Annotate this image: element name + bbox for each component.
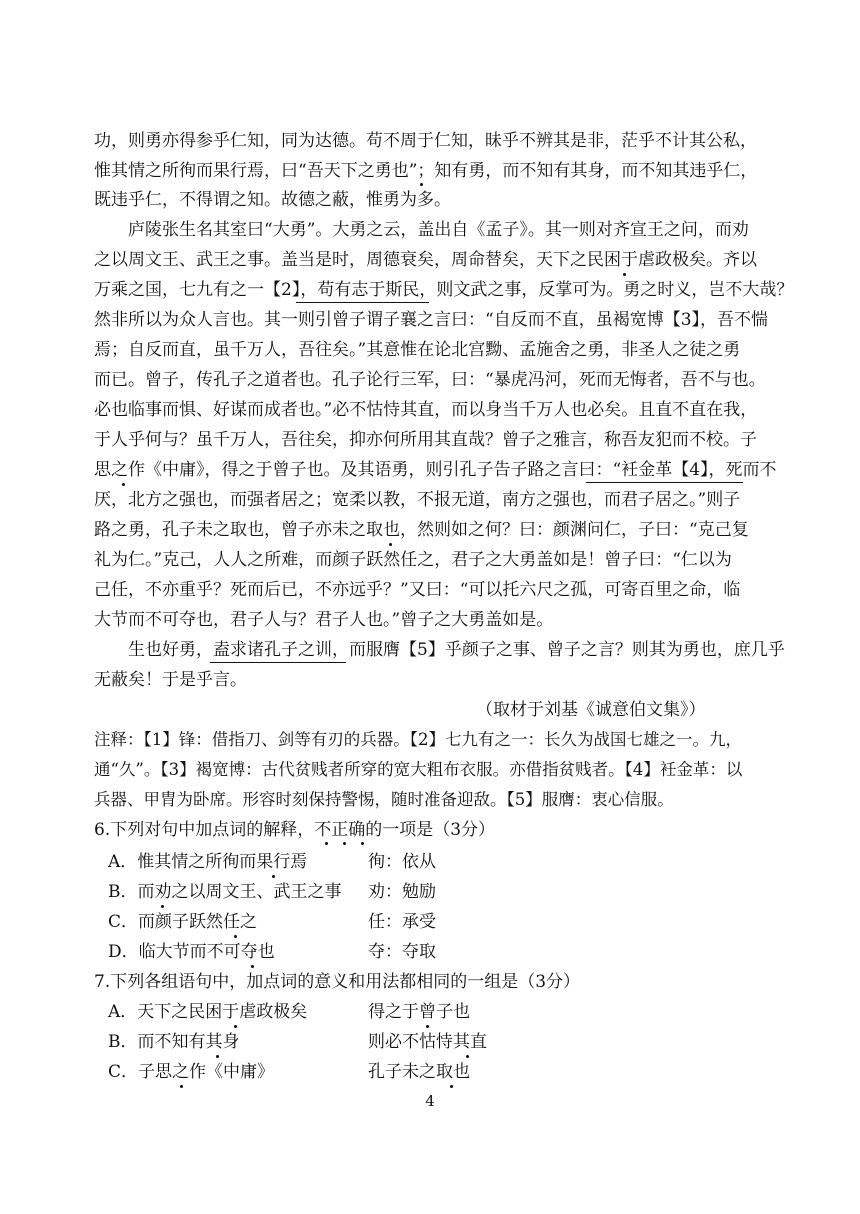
note-line: 通“久”。【3】褐宽博：古代贫贱者所穿的宽大粗布衣服。亦借指贫贱者。【4】衽金革：以 [94,760,743,779]
option-c-pair: 孔子未之取也 [368,1062,470,1082]
emphasis-dot [450,1085,453,1088]
passage-line: 惟其情之所徇而果行焉，曰“吾天下之勇也”；知有勇，而不知有其身，而不知其违乎仁， [94,161,758,181]
passage-line: 厌，北方之强也，而强者居之；宽柔以教，不报无道，南方之强也，而君子居之。”则子 [94,490,741,510]
passage-line: 路之勇，孔子未之取也，曾子亦未之取也，然则如之何？曰：颜渊问仁，子曰：“克己复 [94,520,749,540]
note-line: 兵器、甲胄为卧席。形容时刻保持警惕，随时准备迎敌。【5】服膺：衷心信服。 [94,790,674,809]
option-b-text: B．而劝之以周文王、武王之事 [108,882,342,902]
emphasis-dot [180,1085,183,1088]
page-number: 4 [425,1092,435,1110]
option-b-gloss: 劝：勉励 [368,882,436,902]
option-a-text: A．惟其情之所徇而果行焉 [108,852,308,872]
option-d-gloss: 夺：夺取 [368,942,436,962]
emphasis-dot [325,842,328,845]
passage-line: 大节而不可夺也，君子人与？君子人也。”曾子之大勇盖如是。 [94,610,554,630]
passage-source: （取材于刘基《诚意伯文集》） [476,700,706,720]
emphasis-dot [361,842,364,845]
emphasis-dot [122,483,125,486]
passage-line: 生也好勇，盍求诸孔子之训，而服膺【5】乎颜子之事、曾子之言？则其为勇也，庶几乎 [128,640,785,660]
passage-line: 己任，不亦重乎？死而后已，不亦远乎？”又曰：“可以托六尺之孤，可寄百里之命，临 [94,580,741,600]
passage-line: 而已。曾子，传孔子之道者也。孔子论行三军，曰：“暴虎冯河，死而无悔者，吾不与也。 [94,370,766,390]
passage-line: 礼为仁。”克己，人人之所难，而颜子跃然任之，君子之大勇盖如是！曾子曰：“仁以为 [94,550,732,570]
passage-line: 既违乎仁，不得谓之知。故德之蔽，惟勇为多。 [94,190,451,210]
emphasis-dot [623,273,626,276]
question-stem: 6.下列对句中加点词的解释，不正确的一项是（3分） [94,820,496,840]
passage-line: 然非所以为众人言也。其一则引曾子谓子襄之言曰：“自反而不直，虽褐宽博【3】，吾不惴 [94,310,769,330]
option-a-pair: 得之于曾子也 [368,1002,470,1022]
passage-line: 思之作《中庸》，得之于曾子也。及其语勇，则引孔子告子路之言曰：“衽金革【4】，死而不 [94,460,777,480]
emphasis-dot [420,183,423,186]
option-b-text: B．而不知有其身 [108,1032,240,1052]
underline-mark [296,302,429,303]
passage-line: 万乘之国，七九有之一【2】，苟有志于斯民，则文武之事，反掌可为。勇之时义，岂不大哉？ [94,280,794,300]
note-line: 注释：【1】锋：借指刀、剑等有刃的兵器。【2】七九有之一：长久为战国七雄之一。九， [94,730,742,749]
question-stem: 7.下列各组语句中，加点词的意义和用法都相同的一组是（3分） [94,972,581,992]
passage-line: 庐陵张生名其室曰“大勇”。大勇之云，盖出自《孟子》。其一则对齐宣王之问，而劝 [128,220,749,240]
passage-line: 功，则勇亦得参乎仁知，同为达德。苟不周于仁知，昧乎不辨其是非，茫乎不计其公私， [94,131,757,151]
option-d-text: D．临大节而不可夺也 [108,942,275,962]
passage-line: 焉；自反而直，虽千万人，吾往矣。”其意惟在论北宫黝、孟施舍之勇，非圣人之徒之勇 [94,340,741,360]
emphasis-dot [389,543,392,546]
passage-line: 必也临事而惧、好谋而成者也。”必不怙恃其直，而以身当千万人也必矣。且直不直在我， [94,400,758,420]
option-c-text: C．而颜子跃然任之 [108,912,258,932]
passage-line: 无蔽矣！于是乎言。 [94,670,247,690]
underline-mark [210,662,346,663]
option-a-text: A．天下之民困于虐政极矣 [108,1002,308,1022]
passage-line: 之以周文王、武王之事。盖当是时，周德衰矣，周命替矣，天下之民困于虐政极矣。齐以 [94,250,757,270]
option-c-gloss: 任：承受 [368,912,436,932]
passage-line: 于人乎何与？虽千万人，吾往矣，抑亦何所用其直哉？曾子之雅言，称吾友犯而不校。子 [94,430,757,450]
option-a-gloss: 徇：依从 [368,852,436,872]
option-b-pair: 则必不怙恃其直 [368,1032,487,1052]
underline-mark [586,482,743,483]
emphasis-dot [343,842,346,845]
option-c-text: C．子思之作《中庸》 [108,1062,275,1082]
